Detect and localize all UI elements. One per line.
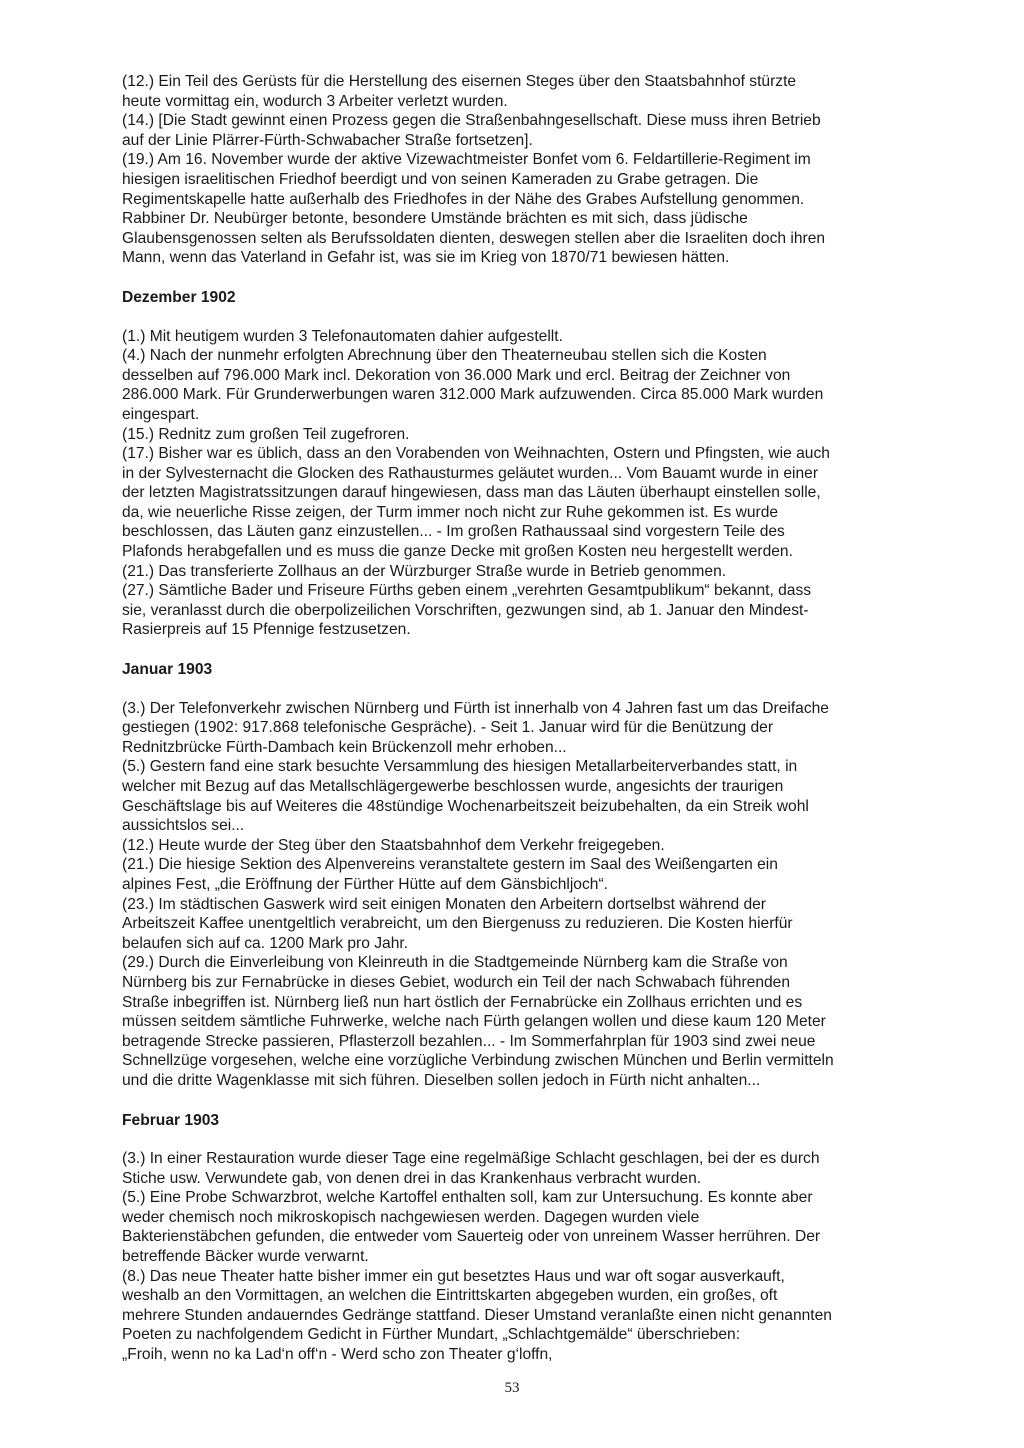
text-line: (5.) Gestern fand eine stark besuchte Versammlung des hiesigen Metallarbeiterverbandes statt, in	[122, 758, 798, 776]
text-line: da, wie neuerliche Risse zeigen, der Turm immer noch nicht zur Ruhe gekommen ist. Es wurde	[122, 503, 779, 521]
text-line: (14.) [Die Stadt gewinnt einen Prozess gegen die Straßenbahngesellschaft. Diese muss ihren Betrieb	[122, 112, 821, 130]
text-line: (5.) Eine Probe Schwarzbrot, welche Kartoffel enthalten soll, kam zur Untersuchung. Es konnte aber	[122, 1189, 813, 1207]
text-line: betreffende Bäcker wurde verwarnt.	[122, 1248, 369, 1266]
text-line: (12.) Heute wurde der Steg über den Staatsbahnhof dem Verkehr freigegeben.	[122, 836, 665, 854]
text-line: (29.) Durch die Einverleibung von Kleinreuth in die Stadtgemeinde Nürnberg kam die Straße von	[122, 954, 788, 972]
text-line: Arbeitszeit Kaffee unentgeltlich verabreicht, um den Biergenuss zu reduzieren. Die Kosten hierfür	[122, 915, 793, 933]
text-line: hiesigen israelitischen Friedhof beerdigt und von seinen Kameraden zu Grabe getragen. Die	[122, 170, 759, 188]
text-line: Rednitzbrücke Fürth-Dambach kein Brückenzoll mehr erhoben...	[122, 738, 567, 756]
text-line: Mann, wenn das Vaterland in Gefahr ist, was sie im Krieg von 1870/71 bewiesen hätten.	[122, 249, 730, 267]
text-line: Regimentskapelle hatte außerhalb des Friedhofes in der Nähe des Grabes Aufstellung genommen.	[122, 190, 805, 208]
text-line: (17.) Bisher war es üblich, dass an den Vorabenden von Weihnachten, Ostern und Pfingsten, wie auch	[122, 445, 830, 463]
text-line: (23.) Im städtischen Gaswerk wird seit einigen Monaten den Arbeitern dortselbst während der	[122, 895, 767, 913]
text-line: (3.) Der Telefonverkehr zwischen Nürnberg und Fürth ist innerhalb von 4 Jahren fast um das Dreifache	[122, 699, 829, 717]
text-line: (12.) Ein Teil des Gerüsts für die Herstellung des eisernen Steges über den Staatsbahnhof stürzte	[122, 73, 797, 90]
chronicle-section	[122, 268, 912, 640]
text-line: Bakterienstäbchen gefunden, die entweder vom Sauerteig oder von unreinem Wasser herrühren. Der	[122, 1228, 821, 1246]
section-spacer	[122, 268, 912, 288]
section-spacer	[122, 680, 912, 699]
text-line: weshalb an den Vormittagen, an welchen die Eintrittskarten abgegeben wurden, ein großes, oft	[122, 1287, 778, 1305]
section-spacer	[122, 1091, 912, 1111]
text-line: heute vormittag ein, wodurch 3 Arbeiter verletzt wurden.	[122, 92, 508, 110]
chronicle-section	[122, 72, 912, 268]
text-line: (27.) Sämtliche Bader und Friseure Fürths geben einem „verehrten Gesamtpublikum“ bekannt, dass	[122, 582, 812, 600]
text-line: der letzten Magistratssitzungen darauf hingewiesen, dass man das Läuten überhaupt einstellen solle,	[122, 484, 821, 502]
text-line: (1.) Mit heutigem wurden 3 Telefonautomaten dahier aufgestellt.	[122, 327, 563, 345]
text-line: Straße inbegriffen ist. Nürnberg ließ nun hart östlich der Fernabrücke ein Zollhaus errichten und es	[122, 993, 803, 1011]
text-line: beschlossen, das Läuten ganz einzustellen... - Im großen Rathaussaal sind vorgestern Teile des	[122, 523, 785, 541]
text-line: Nürnberg bis zur Fernabrücke in dieses Gebiet, wodurch ein Teil der nach Schwabach führenden	[122, 973, 791, 991]
text-line: welcher mit Bezug auf das Metallschlägergewerbe beschlossen wurde, angesichts der traurigen	[122, 778, 784, 795]
text-line: (8.) Das neue Theater hatte bisher immer ein gut besetztes Haus und war oft sogar ausverkauft,	[122, 1267, 785, 1285]
section-spacer	[122, 308, 912, 327]
text-line: (3.) In einer Restauration wurde dieser Tage eine regelmäßige Schlacht geschlagen, bei der es durch	[122, 1150, 820, 1168]
section-spacer	[122, 640, 912, 660]
text-line: alpines Fest, „die Eröffnung der Fürther Hütte auf dem Gänsbichljoch“.	[122, 875, 608, 893]
text-line: (21.) Das transferierte Zollhaus an der Würzburger Straße wurde in Betrieb genommen.	[122, 562, 727, 580]
text-line: Plafonds herabgefallen und es muss die ganze Decke mit großen Kosten neu hergestellt werden.	[122, 543, 793, 561]
text-line: gestiegen (1902: 917.868 telefonische Gespräche). - Seit 1. Januar wird für die Benützung der	[122, 719, 774, 737]
month-heading: Januar 1903	[122, 661, 213, 679]
text-line: sie, veranlasst durch die oberpolizeilichen Vorschriften, gezwungen sind, ab 1. Januar den Mindest-	[122, 601, 809, 619]
text-line: aussichtslos sei...	[122, 817, 245, 835]
text-line: (4.) Nach der nunmehr erfolgten Abrechnung über den Theaterneubau stellen sich die Kosten	[122, 347, 767, 365]
text-line: betragende Strecke passieren, Pflasterzoll bezahlen... - Im Sommerfahrplan für 1903 sind zwei neue	[122, 1032, 816, 1050]
text-line: Rasierpreis auf 15 Pfennige festzusetzen.	[122, 621, 411, 639]
text-line: „Froih, wenn no ka Lad‘n off‘n - Werd scho zon Theater g‘loffn,	[122, 1346, 553, 1364]
text-line: auf der Linie Plärrer-Fürth-Schwabacher Straße fortsetzen].	[122, 131, 533, 149]
month-heading: Februar 1903	[122, 1111, 220, 1129]
text-line: (19.) Am 16. November wurde der aktive Vizewachtmeister Bonfet vom 6. Feldartillerie-Regiment im	[122, 151, 811, 169]
text-line: Schnellzüge vorgesehen, welche eine vorzügliche Verbindung zwischen München und Berlin vermitteln	[122, 1052, 834, 1070]
text-line: weder chemisch noch mikroskopisch nachgewiesen werden. Dagegen wurden viele	[122, 1208, 700, 1226]
month-heading: Dezember 1902	[122, 288, 236, 306]
text-line: 286.000 Mark. Für Grunderwerbungen waren 312.000 Mark aufzuwenden. Circa 85.000 Mark wurden	[122, 386, 824, 404]
text-line: müssen seitdem sämtliche Fuhrwerke, welche nach Fürth gelangen wollen und diese kaum 120 Meter	[122, 1013, 826, 1031]
page-number: 53	[504, 1380, 520, 1396]
text-line: und die dritte Wagenklasse mit sich führen. Dieselben sollen jedoch in Fürth nicht anhalten...	[122, 1071, 761, 1089]
text-line: Rabbiner Dr. Neubürger betonte, besondere Umstände brächten es mit sich, dass jüdische	[122, 210, 748, 228]
text-line: Poeten zu nachfolgendem Gedicht in Fürther Mundart, „Schlachtgemälde“ überschrieben:	[122, 1326, 741, 1344]
text-line: Glaubensgenossen selten als Berufssoldaten dienten, deswegen stellen aber die Israeliten doch ihren	[122, 229, 826, 247]
chronicle-section	[122, 640, 912, 1090]
chronicle-text	[122, 72, 912, 1365]
chronicle-section	[122, 1091, 912, 1365]
text-line: Stiche usw. Verwundete gab, von denen drei in das Krankenhaus verbracht wurden.	[122, 1169, 702, 1187]
text-line: Geschäftslage bis auf Weiteres die 48stündige Wochenarbeitszeit beizubehalten, da ein Streik wohl	[122, 797, 809, 815]
text-line: (15.) Rednitz zum großen Teil zugefroren.	[122, 425, 410, 443]
text-line: belaufen sich auf ca. 1200 Mark pro Jahr.	[122, 934, 409, 952]
text-line: eingespart.	[122, 405, 200, 423]
text-line: (21.) Die hiesige Sektion des Alpenvereins veranstaltete gestern im Saal des Weißengarten ein	[122, 856, 778, 874]
section-spacer	[122, 1130, 912, 1149]
text-line: desselben auf 796.000 Mark incl. Dekoration von 36.000 Mark und ercl. Beitrag der Zeichner von	[122, 366, 791, 384]
text-line: in der Sylvesternacht die Glocken des Rathausturmes geläutet wurden... Vom Bauamt wurde in einer	[122, 464, 819, 482]
text-line: mehrere Stunden andauerndes Gedränge stattfand. Dieser Umstand veranlaßte einen nicht genannten	[122, 1306, 832, 1324]
